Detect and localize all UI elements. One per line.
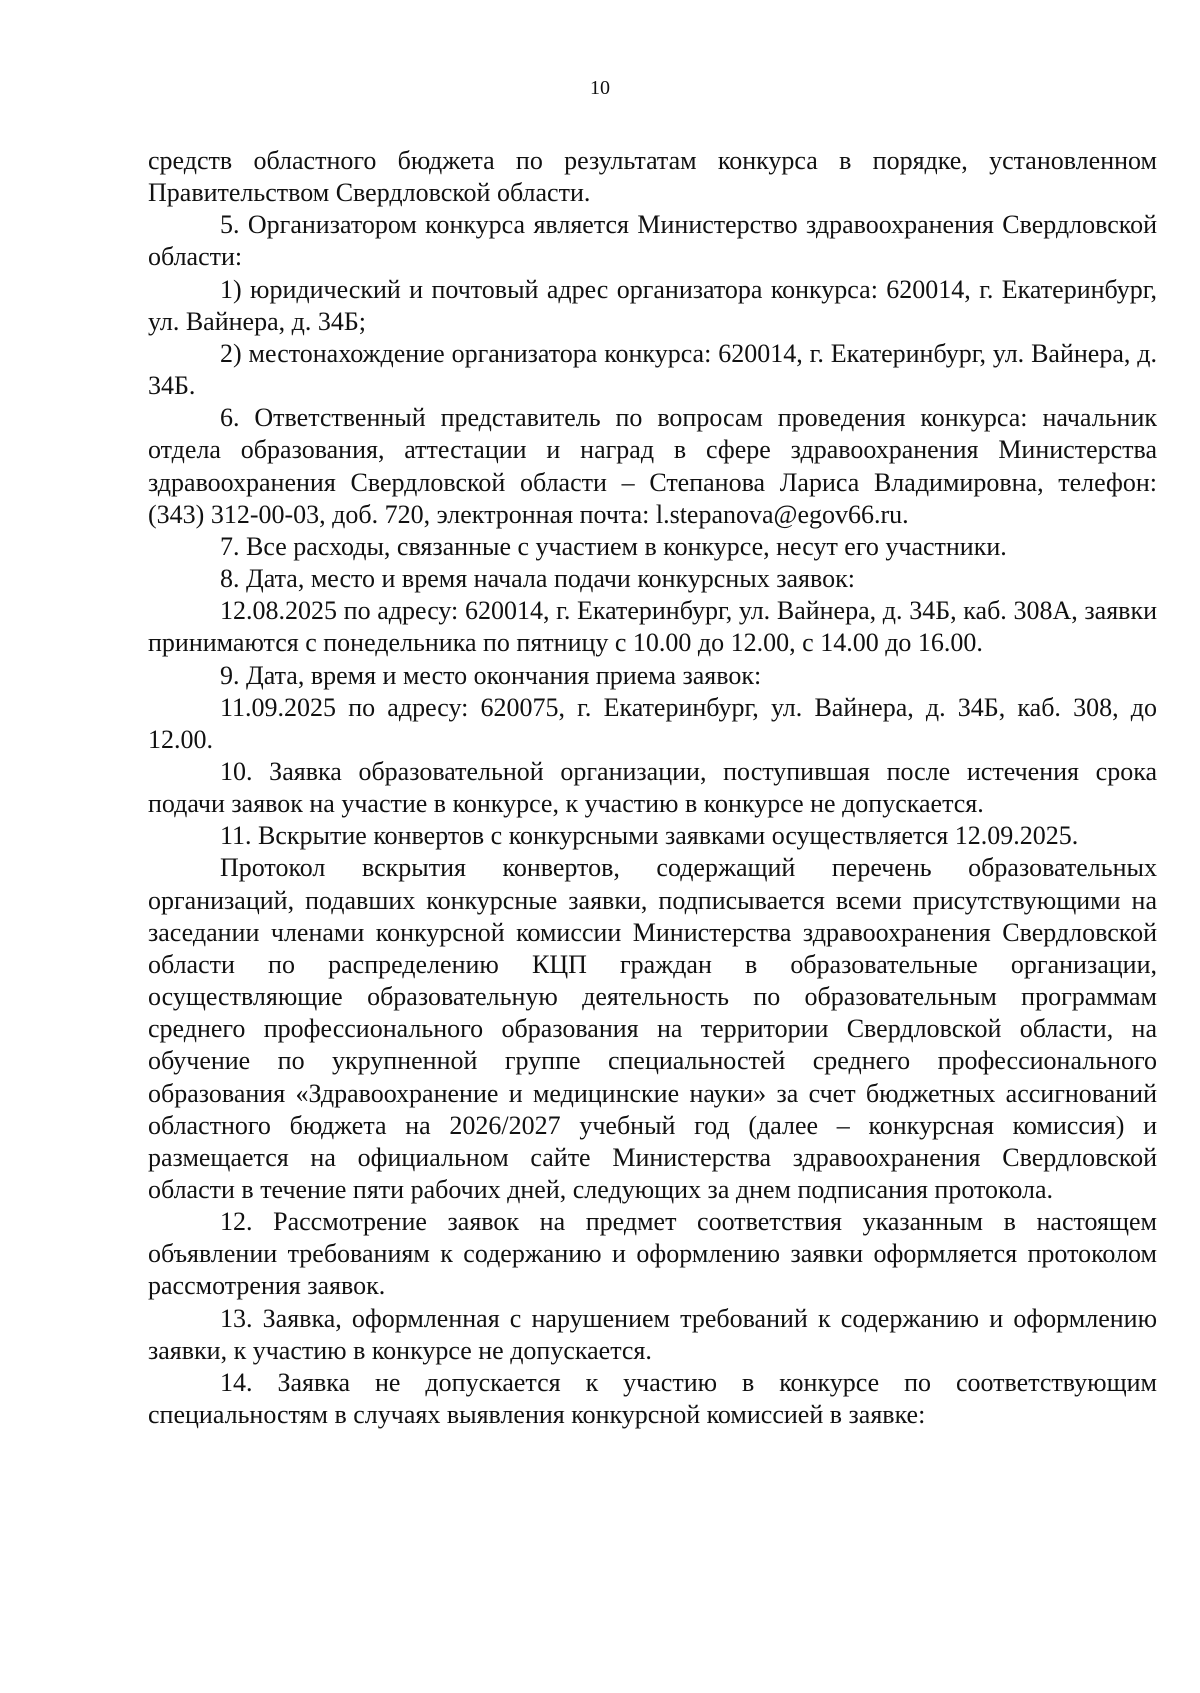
paragraph-continuation: средств областного бюджета по результатам конкурса в порядке, установленном Правительством Свердловской области. xyxy=(148,146,1157,208)
paragraph-item-13: 13. Заявка, оформленная с нарушением требований к содержанию и оформлению заявки, к участию в конкурсе не допускается. xyxy=(148,1303,1157,1365)
paragraph-item-8-details: 12.08.2025 по адресу: 620014, г. Екатеринбург, ул. Вайнера, д. 34Б, каб. 308А, заявки принимаются с понедельника по пятницу с 10.00 до 12.00, с 14.00 до 16.00. xyxy=(148,596,1157,658)
paragraph-item-9: 9. Дата, время и место окончания приема заявок: xyxy=(220,660,762,690)
paragraph-item-7: 7. Все расходы, связанные с участием в конкурсе, несут его участники. xyxy=(220,531,1007,561)
page-number: 10 xyxy=(590,77,610,99)
paragraph-item-6: 6. Ответственный представитель по вопросам проведения конкурса: начальник отдела образования, аттестации и наград в сфере здравоохранения Министерства здравоохранения Свердловской области – Степанова Лариса Владимировна, телефон: (343) 312-00-03, доб. 720, электронная почта: l.stepanova@egov66.ru. xyxy=(148,403,1157,529)
paragraph-item-11: 11. Вскрытие конвертов с конкурсными заявками осуществляется 12.09.2025. xyxy=(220,821,1079,851)
paragraph-item-14: 14. Заявка не допускается к участию в конкурсе по соответствующим специальностям в случаях выявления конкурсной комиссией в заявке: xyxy=(148,1367,1157,1430)
paragraph-item-5-1: 1) юридический и почтовый адрес организатора конкурса: 620014, г. Екатеринбург, ул. Вайнера, д. 34Б; xyxy=(148,274,1157,336)
paragraph-item-9-details: 11.09.2025 по адресу: 620075, г. Екатеринбург, ул. Вайнера, д. 34Б, каб. 308, до 12.00. xyxy=(148,692,1157,754)
paragraph-item-12: 12. Рассмотрение заявок на предмет соответствия указанным в настоящем объявлении требованиям к содержанию и оформлению заявки оформляется протоколом рассмотрения заявок. xyxy=(148,1207,1157,1301)
paragraph-protocol: Протокол вскрытия конвертов, содержащий перечень образовательных организаций, подавших конкурсные заявки, подписывается всеми присутствующими на заседании членами конкурсной комиссии Министерства здравоохранения Свердловской области по распределению КЦП граждан в образовательные организации, осуществляющие образовательную деятельность по образовательным программам среднего профессионального образования на территории Свердловской области, на обучение по укрупненной группе специальностей среднего профессионального образования «Здравоохранение и медицинские науки» за счет бюджетных ассигнований областного бюджета на 2026/2027 учебный год (далее – конкурсная комиссия) и размещается на официальном сайте Министерства здравоохранения Свердловской области в течение пяти рабочих дней, следующих за днем подписания протокола. xyxy=(148,853,1157,1204)
paragraph-item-5-2: 2) местонахождение организатора конкурса: 620014, г. Екатеринбург, ул. Вайнера, д. 34Б. xyxy=(148,338,1157,401)
paragraph-item-5: 5. Организатором конкурса является Министерство здравоохранения Свердловской области: xyxy=(148,210,1157,272)
paragraph-item-8: 8. Дата, место и время начала подачи конкурсных заявок: xyxy=(220,564,855,594)
paragraph-item-10: 10. Заявка образовательной организации, поступившая после истечения срока подачи заявок на участие в конкурсе, к участию в конкурсе не допускается. xyxy=(148,756,1157,819)
document-body xyxy=(148,145,1157,1431)
